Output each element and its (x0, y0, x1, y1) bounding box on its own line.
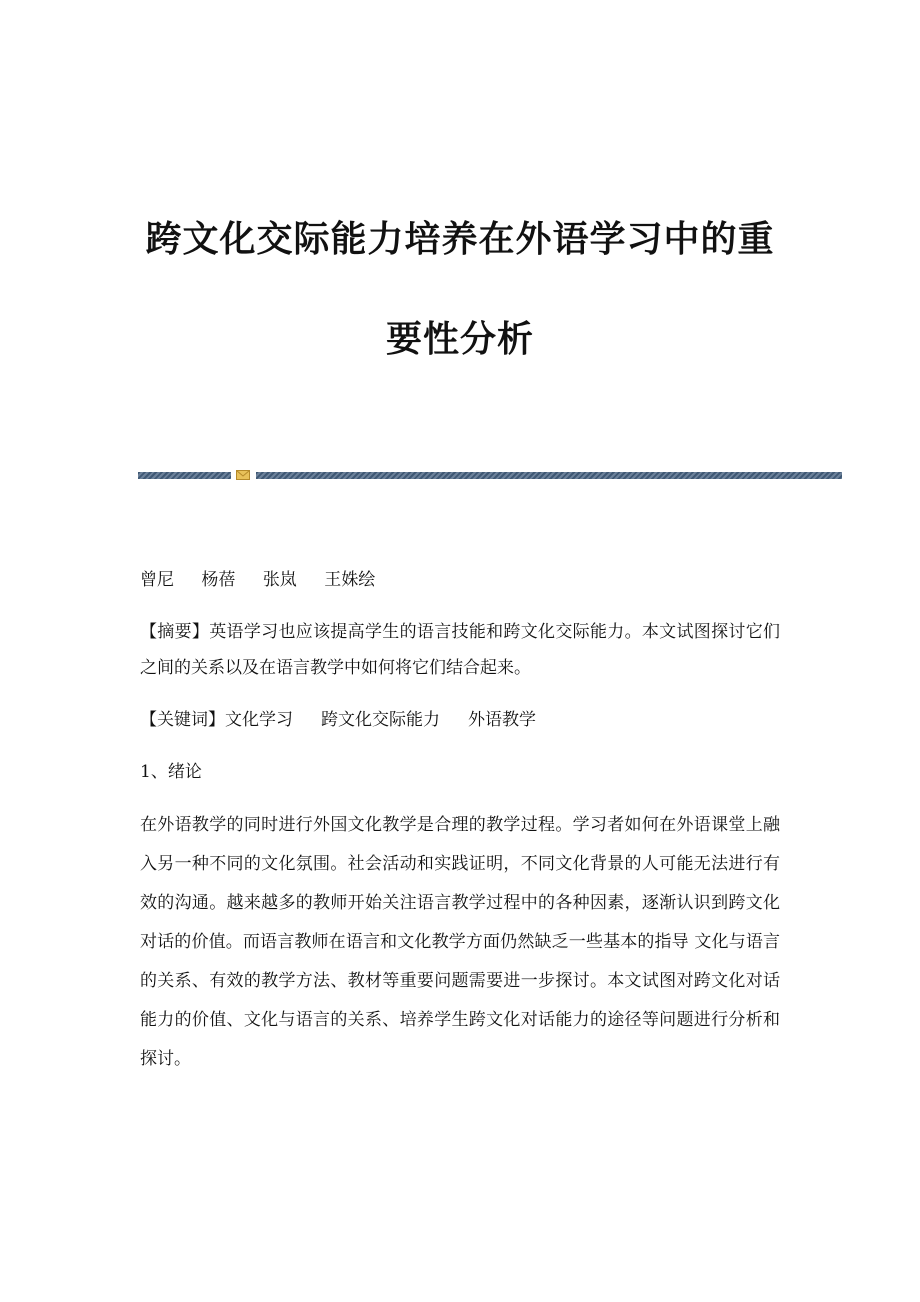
section-heading: 1、绪论 (140, 762, 202, 782)
author-name: 张岚 (262, 570, 297, 590)
abstract-label: 【摘要】 (140, 622, 210, 642)
author-list (140, 562, 780, 598)
abstract-text: 英语学习也应该提高学生的语言技能和跨文化交际能力。本文试图探讨它们之间的关系以及在语言教学中如何将它们结合起来。 (140, 622, 781, 678)
author-name: 王姝绘 (324, 570, 376, 590)
keyword: 跨文化交际能力 (321, 710, 440, 730)
keyword: 文化学习 (225, 710, 293, 730)
title-line-2: 要性分析 (385, 319, 534, 360)
author-name: 杨蓓 (201, 570, 236, 590)
title-divider (138, 469, 842, 481)
divider-bar-left (138, 472, 231, 479)
envelope-icon (236, 469, 250, 481)
document-body (140, 562, 780, 1079)
author-name: 曾尼 (140, 570, 174, 590)
divider-bar-right (256, 472, 842, 479)
document-title (0, 190, 920, 390)
title-line-1: 跨文化交际能力培养在外语学习中的重 (145, 219, 775, 260)
abstract (140, 614, 780, 686)
section-body: 在外语教学的同时进行外国文化教学是合理的教学过程。学习者如何在外语课堂上融入另一种不同的文化氛围。社会活动和实践证明，不同文化背景的人可能无法进行有效的沟通。越来越多的教师开始关注语言教学过程中的各种因素，逐渐认识到跨文化对话的价值。而语言教师在语言和文化教学方面仍然缺乏一些基本的指导 文化与语言的关系、有效的教学方法、教材等重要问题需要进一步探讨。本文试图对跨文化对话能力的价值、文化与语言的关系、培养学生跨文化对话能力的途径等问题进行分析和探讨。 (140, 815, 780, 1069)
keyword: 外语教学 (468, 710, 536, 730)
keywords-label: 【关键词】 (140, 710, 225, 730)
keywords (140, 702, 780, 738)
